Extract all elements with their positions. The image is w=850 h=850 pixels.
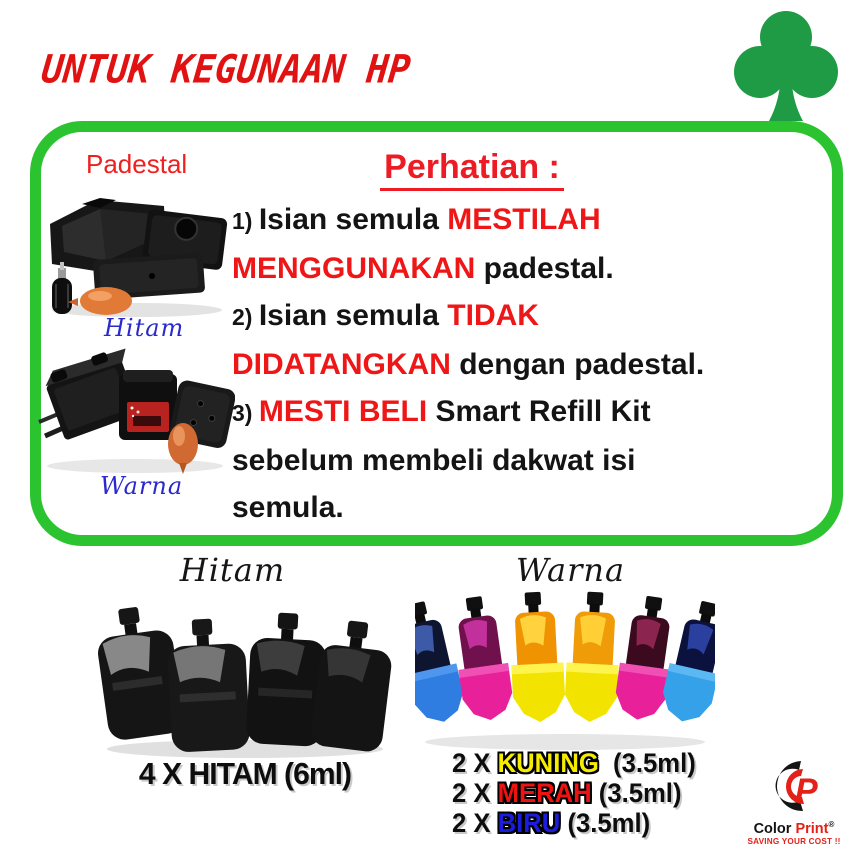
merah-word: MERAH [497, 778, 592, 808]
notice-line: DIDATANGKAN dengan padestal. [232, 348, 705, 381]
padestal-label: Padestal [86, 149, 188, 179]
page-title: UNTUK KEGUNAAN HP [39, 48, 413, 93]
colorprint-wordmark: Color Print® [753, 820, 835, 837]
biru-word: BIRU [497, 808, 561, 838]
color-bottle-cyan [415, 597, 468, 727]
hitam-small-label: Hitam [104, 314, 185, 342]
black-bottle [309, 617, 395, 753]
notice-text [232, 196, 737, 531]
padestal-photo [42, 184, 232, 319]
warna-section-header: Warna [515, 551, 626, 589]
colorprint-emblem-icon [757, 760, 831, 812]
svg-text:P: P [795, 772, 818, 810]
warna-small-label: Warna [100, 472, 184, 500]
club-icon [733, 6, 839, 124]
clip-body [119, 370, 177, 440]
notice-line: MENGGUNAKAN padestal. [232, 252, 614, 285]
colorprint-logo [741, 760, 847, 846]
notice-line: 1) Isian semula MESTILAH [232, 203, 601, 236]
perhatian-heading: Perhatian : [252, 148, 692, 187]
warna-captions [452, 748, 696, 838]
color-bottle-yellow [564, 591, 623, 724]
notice-line: sebelum membeli dakwat isi [232, 444, 636, 477]
merah-line: 2 X MERAH (3.5ml) [452, 778, 682, 808]
notice-line: 2) Isian semula TIDAK [232, 299, 539, 332]
kuning-line: 2 X KUNING (3.5ml) [452, 748, 696, 778]
warna-clip-photo [35, 344, 235, 476]
hitam-caption: 4 X HITAM (6ml) [138, 756, 352, 791]
notice-line: semula. [232, 491, 344, 524]
hitam-section-header: Hitam [179, 551, 286, 589]
color-bottle-cyan [658, 597, 715, 727]
notice-line: 3) MESTI BELI Smart Refill Kit [232, 395, 651, 428]
kuning-word: KUNING [497, 748, 599, 778]
color-bottle-yellow [508, 591, 567, 724]
padestal-tool [52, 262, 72, 314]
black-bottles-photo [95, 593, 395, 761]
biru-line: 2 X BIRU (3.5ml) [452, 808, 651, 838]
color-bottles-photo [415, 580, 715, 752]
black-bottle [166, 617, 251, 753]
logo-tagline: SAVING YOUR COST !! [747, 836, 841, 846]
